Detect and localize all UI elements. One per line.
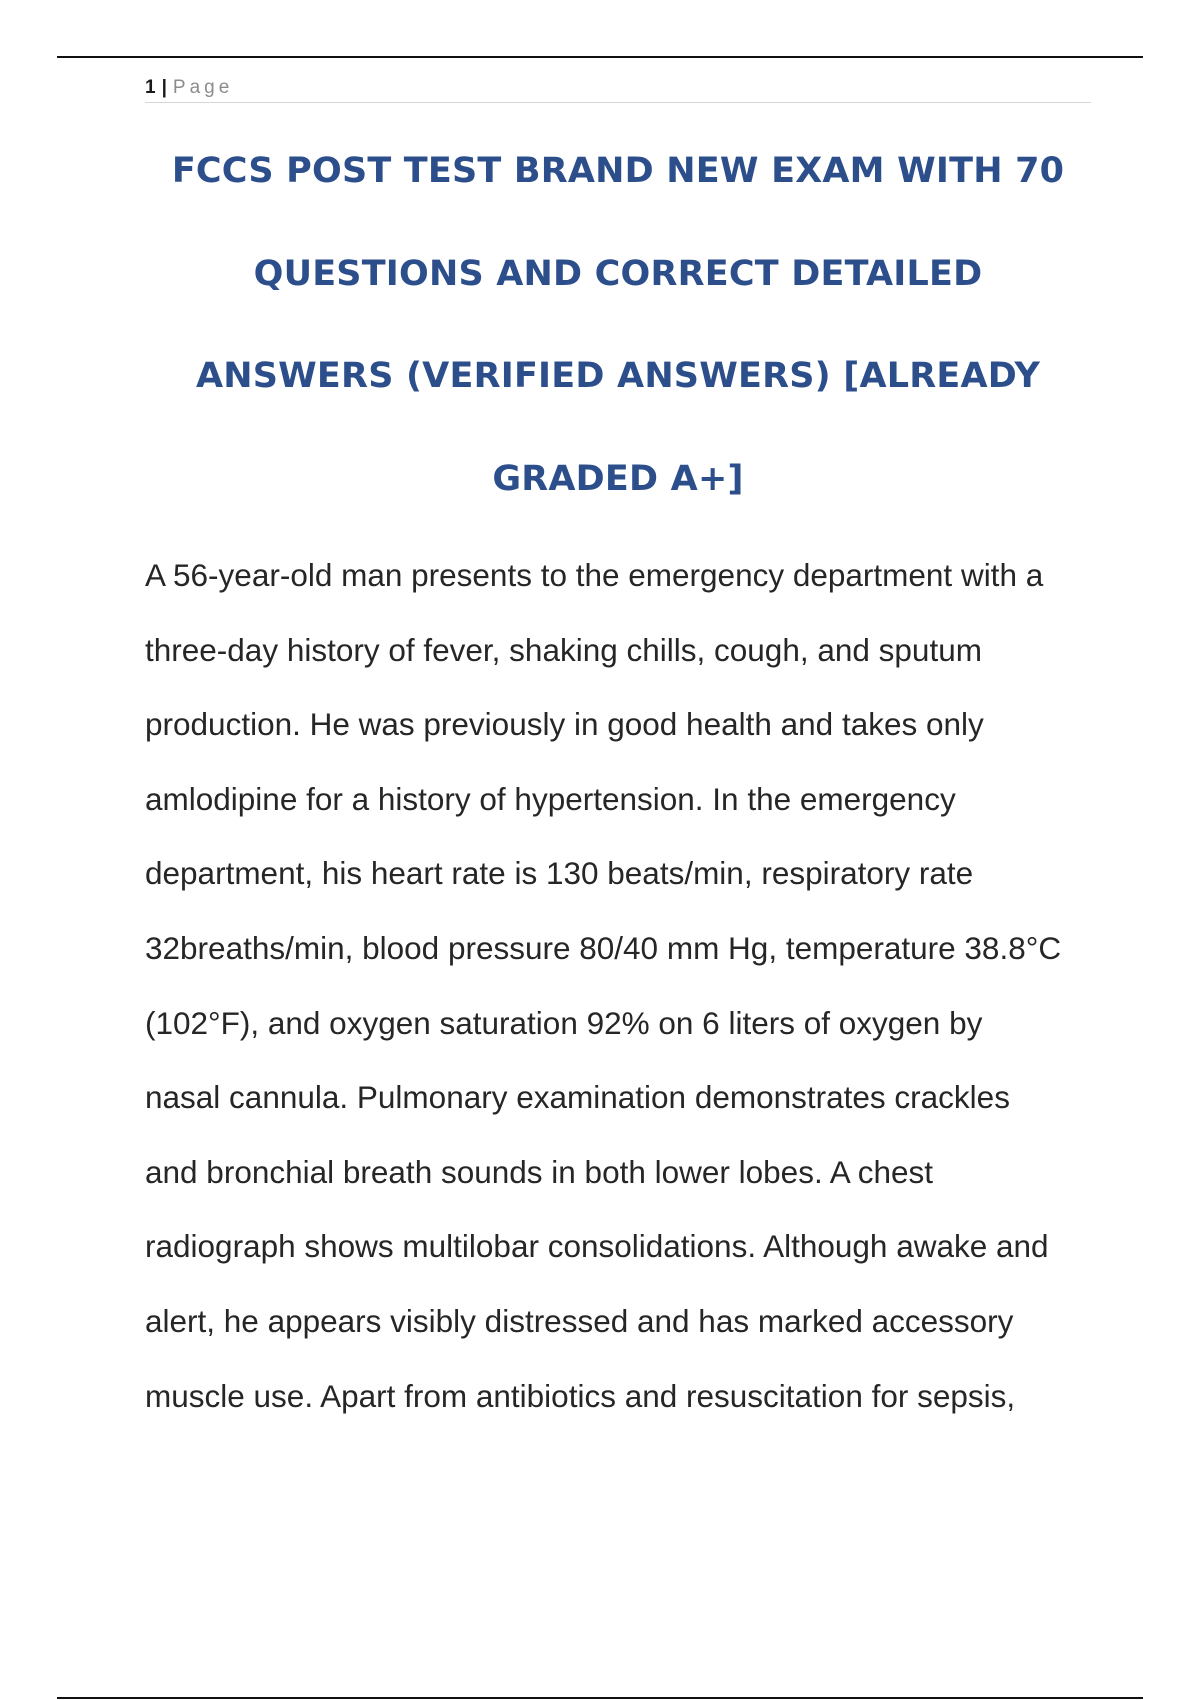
title-line: QUESTIONS AND CORRECT DETAILED — [253, 253, 983, 294]
page-label: Page — [172, 76, 234, 98]
body-line: (102°F), and oxygen saturation 92% on 6 liters of oxygen by — [145, 1004, 983, 1041]
body-line: production. He was previously in good health and takes only — [145, 706, 984, 743]
body-line: three-day history of fever, shaking chills, cough, and sputum — [145, 631, 982, 668]
title-line: ANSWERS (VERIFIED ANSWERS) [ALREADY — [195, 356, 1041, 396]
page-header — [145, 73, 1091, 103]
top-border-line — [57, 56, 1143, 58]
body-line: 32breaths/min, blood pressure 80/40 mm Hg, temperature 38.8°C — [145, 929, 1062, 966]
body-line: amlodipine for a history of hypertension. In the emergency — [145, 780, 956, 817]
body-line: and bronchial breath sounds in both lower lobes. A chest — [145, 1153, 934, 1190]
page-separator: | — [161, 76, 167, 98]
body-line: nasal cannula. Pulmonary examination demonstrates crackles — [145, 1079, 1010, 1116]
body-line: muscle use. Apart from antibiotics and resuscitation for sepsis, — [145, 1377, 1016, 1414]
page-number: 1 — [145, 76, 156, 98]
title-line: FCCS POST TEST BRAND NEW EXAM WITH 70 — [171, 151, 1065, 191]
document-title — [120, 120, 1116, 530]
body-line: A 56-year-old man presents to the emergency department with a — [145, 557, 1044, 593]
bottom-border-line — [57, 1697, 1143, 1699]
body-line: alert, he appears visibly distressed and has marked accessory — [145, 1302, 1014, 1339]
question-body — [145, 538, 1105, 1433]
title-line: GRADED A+] — [492, 458, 744, 499]
body-line: department, his heart rate is 130 beats/min, respiratory rate — [145, 855, 974, 892]
body-line: radiograph shows multilobar consolidations. Although awake and — [145, 1228, 1049, 1265]
